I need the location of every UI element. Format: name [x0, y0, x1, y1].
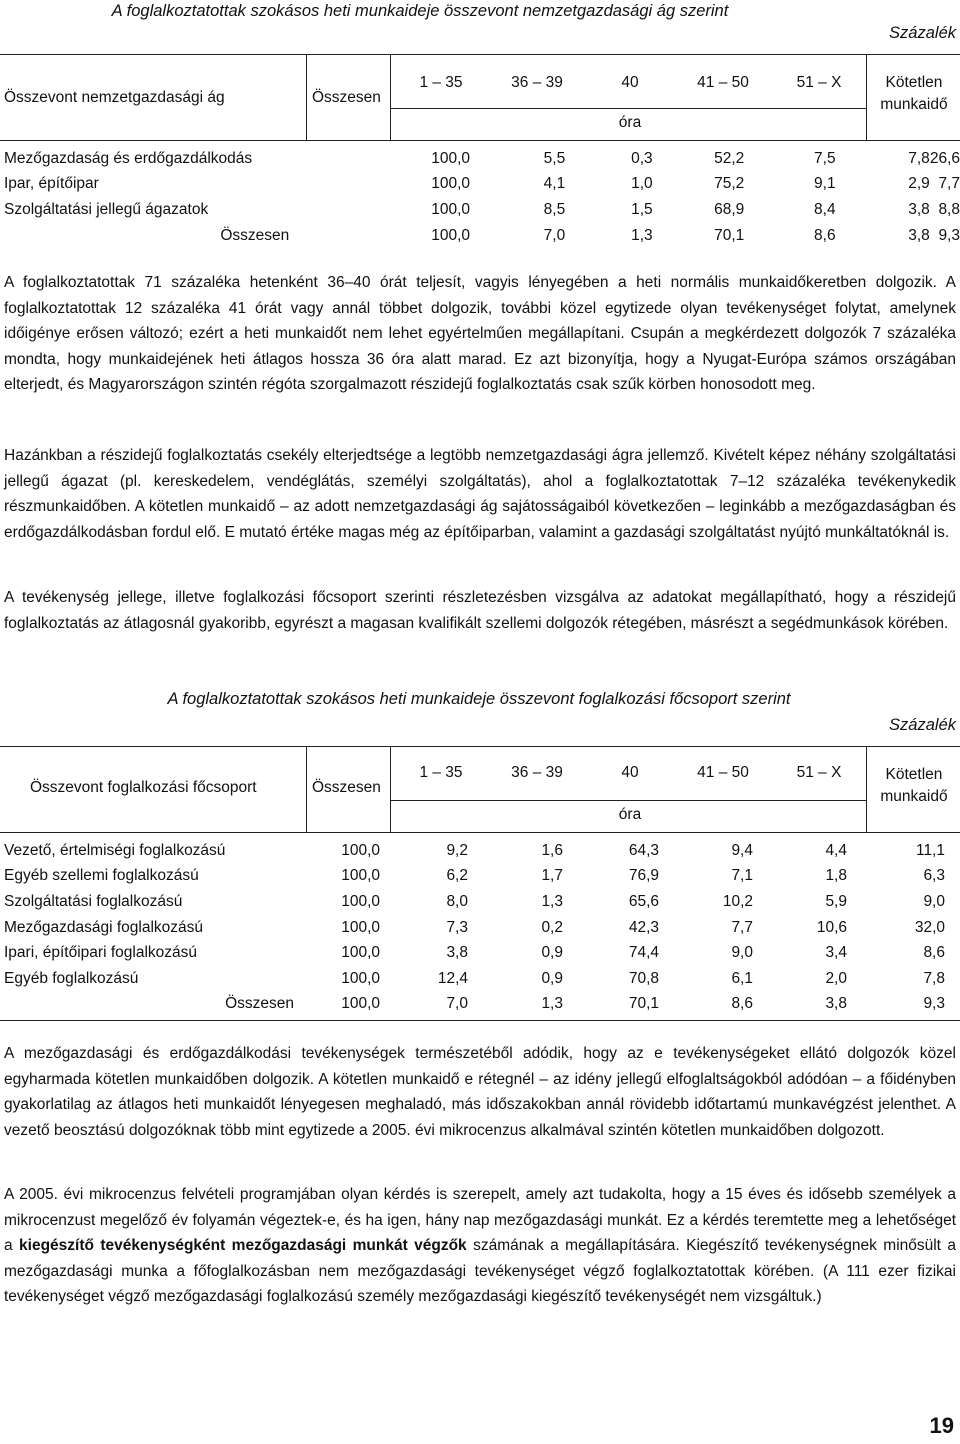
table1-header-51-x: 51 – X — [796, 74, 842, 91]
table-cell: 1,3 — [631, 226, 653, 244]
table-cell: 2,9 — [908, 175, 930, 193]
table1-header-40: 40 — [621, 74, 639, 91]
table-cell: 1,6 — [541, 841, 563, 859]
table-cell: 32,0 — [914, 918, 945, 936]
paragraph-5-bold: kiegészítő tevékenységként mezőgazdasági munkát végzők — [19, 1237, 467, 1255]
paragraph-5-text-b: számának a megállapítására. Kiegészítő tevékenységnek minősült a mezőgazdasági munka a főfoglalkozásban nem mezőgazdasági tevékenységet végző foglalkoztatottak körében. (A 111 ezer fizikai tevékenységet végző mezőgazdasági foglalkozású személy mezőgazdasági kiegészítő tevékenységét nem vizsgáltuk.) — [4, 1237, 957, 1306]
table-cell: 100,0 — [341, 867, 380, 885]
table2-vline-2 — [390, 746, 391, 832]
table-row — [0, 915, 960, 941]
row-label: Ipari, építőipari foglalkozású — [4, 944, 198, 962]
row-label: Összesen — [225, 995, 294, 1013]
table-cell: 9,3 — [923, 995, 945, 1013]
table-cell: 8,8 — [938, 200, 960, 218]
table-cell: 9,2 — [446, 841, 468, 859]
table-row — [0, 197, 960, 223]
table1-vline-1 — [306, 54, 307, 140]
table-cell: 9,0 — [923, 892, 945, 910]
table2-header-51-x: 51 – X — [796, 764, 842, 781]
table2-vline-1 — [306, 746, 307, 832]
table-cell: 70,8 — [628, 969, 659, 987]
row-label: Ipar, építőipar — [4, 175, 99, 193]
table-row — [0, 940, 960, 966]
table-cell: 9,3 — [938, 226, 960, 244]
table-cell: 5,9 — [825, 892, 847, 910]
table-row — [0, 172, 960, 198]
row-label: Mezőgazdasági foglalkozású — [4, 918, 204, 936]
table-row — [0, 838, 960, 864]
table-cell: 65,6 — [628, 892, 659, 910]
table1-header-41-50: 41 – 50 — [697, 74, 749, 91]
table2-header-group: Összevont foglalkozási főcsoport — [30, 779, 257, 796]
table1-header-group: Összevont nemzetgazdasági ág — [4, 89, 225, 106]
table-cell: 1,7 — [541, 867, 563, 885]
row-padding — [945, 864, 960, 890]
table2-vline-3 — [866, 746, 867, 832]
table-row — [0, 992, 960, 1018]
table-cell: 1,0 — [631, 175, 653, 193]
table-cell: 0,9 — [541, 969, 563, 987]
table1-top-rule — [0, 54, 960, 55]
table-cell: 7,7 — [938, 175, 960, 193]
table2-header-41-50: 41 – 50 — [697, 764, 749, 781]
table-cell: 2,0 — [825, 969, 847, 987]
table2-header-1-35: 1 – 35 — [419, 764, 463, 781]
table-cell: 3,8 — [908, 226, 930, 244]
table-cell: 8,6 — [731, 995, 753, 1013]
table-cell: 7,8 — [908, 149, 930, 167]
table-cell: 5,5 — [543, 149, 566, 167]
table1-vline-2 — [390, 54, 391, 140]
table-cell: 100,0 — [431, 149, 471, 167]
table-cell: 68,9 — [714, 200, 745, 218]
row-padding — [945, 940, 960, 966]
table-cell: 10,2 — [722, 892, 753, 910]
row-padding — [945, 992, 960, 1018]
table-cell: 1,5 — [631, 200, 653, 218]
table-cell: 100,0 — [341, 841, 380, 859]
table-row — [0, 146, 960, 172]
table-cell: 12,4 — [437, 969, 468, 987]
table-cell: 7,5 — [814, 149, 836, 167]
table1-unit: Százalék — [889, 24, 956, 42]
table-cell: 42,3 — [628, 918, 659, 936]
table-cell: 0,2 — [541, 918, 563, 936]
table-cell: 7,0 — [543, 226, 566, 244]
table-row — [0, 864, 960, 890]
table-cell: 6,1 — [731, 969, 753, 987]
table2-title: A foglalkoztatottak szokásos heti munkaideje összevont foglalkozási főcsoport szerint — [167, 690, 791, 708]
table2-header-ora: óra — [618, 806, 642, 823]
table-row — [0, 223, 960, 249]
table-cell: 76,9 — [628, 867, 659, 885]
table-cell: 26,6 — [929, 149, 960, 167]
table2-header-40: 40 — [621, 764, 639, 781]
table1-header-total: Összesen — [312, 89, 381, 106]
table-cell: 100,0 — [431, 200, 471, 218]
table-cell: 10,6 — [816, 918, 847, 936]
table-cell: 8,0 — [446, 892, 468, 910]
table-cell: 100,0 — [431, 175, 471, 193]
table-cell: 52,2 — [714, 149, 745, 167]
table-cell: 64,3 — [628, 841, 659, 859]
paragraph-4: A mezőgazdasági és erdőgazdálkodási tevékenységek természetéből adódik, hogy az e tevékenységeket ellátó dolgozók közel egyharmada kötetlen munkaidőben dolgozik. A kötetlen munkaidő e rétegnél – az idény jellegű elfoglaltságokból adódóan – a főidényben gyakorlatilag az átlagos heti munkaidőt lényegesen meghaladó, más időszakokban annál rövidebb időtartamú munkavégzést jelenthet. A vezető beosztású dolgozóknak több mint egytizede a 2005. évi mikrocenzus alkalmával szintén kötetlen munkaidőben dolgozott. — [4, 1045, 956, 1139]
table2-hours-rule — [390, 800, 866, 801]
table-cell: 70,1 — [628, 995, 659, 1013]
table-cell: 100,0 — [341, 892, 380, 910]
table-cell: 0,9 — [541, 944, 563, 962]
row-padding — [945, 889, 960, 915]
table1-title: A foglalkoztatottak szokásos heti munkaideje összevont nemzetgazdasági ág szerint — [111, 2, 729, 20]
table1-body — [0, 146, 960, 248]
row-padding — [945, 966, 960, 992]
table1-header-1-35: 1 – 35 — [419, 74, 463, 91]
table-cell: 70,1 — [714, 226, 745, 244]
table2-header-kotetlen: Kötetlen munkaidő — [880, 766, 948, 805]
table-cell: 9,1 — [814, 175, 836, 193]
table1-header-36-39: 36 – 39 — [511, 74, 563, 91]
table1-hours-rule — [390, 108, 866, 109]
table2-header-36-39: 36 – 39 — [511, 764, 563, 781]
row-label: Szolgáltatási jellegű ágazatok — [4, 200, 209, 218]
table1-header-ora: óra — [618, 114, 642, 131]
table2-body — [0, 838, 960, 1017]
table2-bottom-rule — [0, 1020, 960, 1021]
table-cell: 1,3 — [541, 892, 563, 910]
paragraph-3: A tevékenység jellege, illetve foglalkozási főcsoport szerinti részletezésben vizsgálva az adatokat megállapítható, hogy a részidejű foglalkoztatás az átlagosnál gyakoribb, egyrészt a magasan kvalifikált szellemi dolgozók rétegében, másrészt a segédmunkások körében. — [4, 589, 956, 632]
table1-header-kotetlen: Kötetlen munkaidő — [880, 74, 948, 113]
table-cell: 74,4 — [628, 944, 659, 962]
table-cell: 7,0 — [446, 995, 468, 1013]
page-number: 19 — [929, 1413, 954, 1438]
table-cell: 100,0 — [431, 226, 471, 244]
row-label: Egyéb foglalkozású — [4, 969, 139, 987]
table-cell: 100,0 — [341, 969, 380, 987]
table-cell: 3,8 — [825, 995, 847, 1013]
table-cell: 6,3 — [923, 867, 945, 885]
row-padding — [945, 838, 960, 864]
table-cell: 1,3 — [541, 995, 563, 1013]
row-label: Vezető, értelmiségi foglalkozású — [4, 841, 226, 859]
table-cell: 7,7 — [731, 918, 753, 936]
row-label: Szolgáltatási foglalkozású — [4, 892, 183, 910]
paragraph-1: A foglalkoztatottak 71 százaléka hetenként 36–40 órát teljesít, vagyis lényegében a heti normális munkaidőkeretben dolgozik. A foglalkoztatottak 12 százaléka 41 órát vagy annál többet dolgozik, további közel egytizede olyan tevékenységet folytat, amelynek időigénye erősen változó; ezért a heti munkaidőt nem lehet egyértelműen megállapítani. Csupán a megkérdezett dolgozók 7 százaléka mondta, hogy munkaidejének heti átlagos hossza 36 óra alatt marad. Ez azt bizonyítja, hogy a Nyugat-Európa számos országában elterjedt, és Magyarországon szintén régóta szorgalmazott részidejű foglalkoztatás csak szűk körben honosodott meg. — [4, 274, 956, 394]
table-cell: 9,0 — [731, 944, 753, 962]
table-cell: 8,5 — [543, 200, 566, 218]
paragraph-5 — [4, 1182, 956, 1310]
table-cell: 4,4 — [825, 841, 847, 859]
table2-header-bottom-rule — [0, 832, 960, 833]
table-cell: 3,8 — [908, 200, 930, 218]
table-cell: 1,8 — [825, 867, 847, 885]
table-cell: 9,4 — [731, 841, 753, 859]
table-cell: 8,4 — [814, 200, 836, 218]
table-cell: 0,3 — [631, 149, 653, 167]
table-cell: 3,4 — [825, 944, 847, 962]
table2-header-total: Összesen — [312, 779, 381, 796]
table-cell: 75,2 — [714, 175, 745, 193]
table2-unit: Százalék — [889, 716, 956, 734]
row-padding — [945, 915, 960, 941]
row-label: Összesen — [220, 226, 290, 244]
table-cell: 100,0 — [341, 944, 380, 962]
row-label: Egyéb szellemi foglalkozású — [4, 867, 199, 885]
paragraph-5-text-a: A 2005. évi mikrocenzus felvételi programjában olyan kérdés is szerepelt, amely azt tudakolta, hogy a 15 éves és idősebb személyek a mikrocenzust megelőző év folyamán végeztek-e, és ha igen, hány nap mezőgazdasági munkát. Ez a kérdés teremtette meg a lehetőséget a — [4, 1186, 956, 1255]
table-cell: 4,1 — [543, 175, 566, 193]
paragraph-2: Hazánkban a részidejű foglalkoztatás csekély elterjedtsége a legtöbb nemzetgazdasági ágra jellemző. Kivételt képez néhány szolgáltatási jellegű ágazat (pl. kereskedelem, vendéglátás, személyi szolgáltatás), ahol a foglalkoztatottak 7–12 százaléka tevékenykedik részmunkaidőben. A kötetlen munkaidő – az adott nemzetgazdasági ág sajátosságaiból következően – leginkább a mezőgazdaságban és erdőgazdálkodásban fordul elő. E mutató értéke magas még az építőiparban, valamint a gazdasági szolgáltatást nyújtó munkáltatóknál is. — [4, 447, 956, 541]
table-cell: 8,6 — [923, 944, 945, 962]
table-cell: 11,1 — [915, 841, 945, 859]
table1-header-bottom-rule — [0, 140, 960, 141]
table-cell: 100,0 — [341, 918, 380, 936]
table-row — [0, 889, 960, 915]
table-cell: 7,8 — [923, 969, 945, 987]
row-label: Mezőgazdaság és erdőgazdálkodás — [4, 149, 253, 167]
table-cell: 3,8 — [446, 944, 468, 962]
table-cell: 7,3 — [446, 918, 468, 936]
table-row — [0, 966, 960, 992]
table2-top-rule — [0, 746, 960, 747]
table-cell: 6,2 — [446, 867, 468, 885]
table-cell: 100,0 — [341, 995, 380, 1013]
table-cell: 8,6 — [814, 226, 836, 244]
table-cell: 7,1 — [731, 867, 753, 885]
table1-vline-3 — [866, 54, 867, 140]
